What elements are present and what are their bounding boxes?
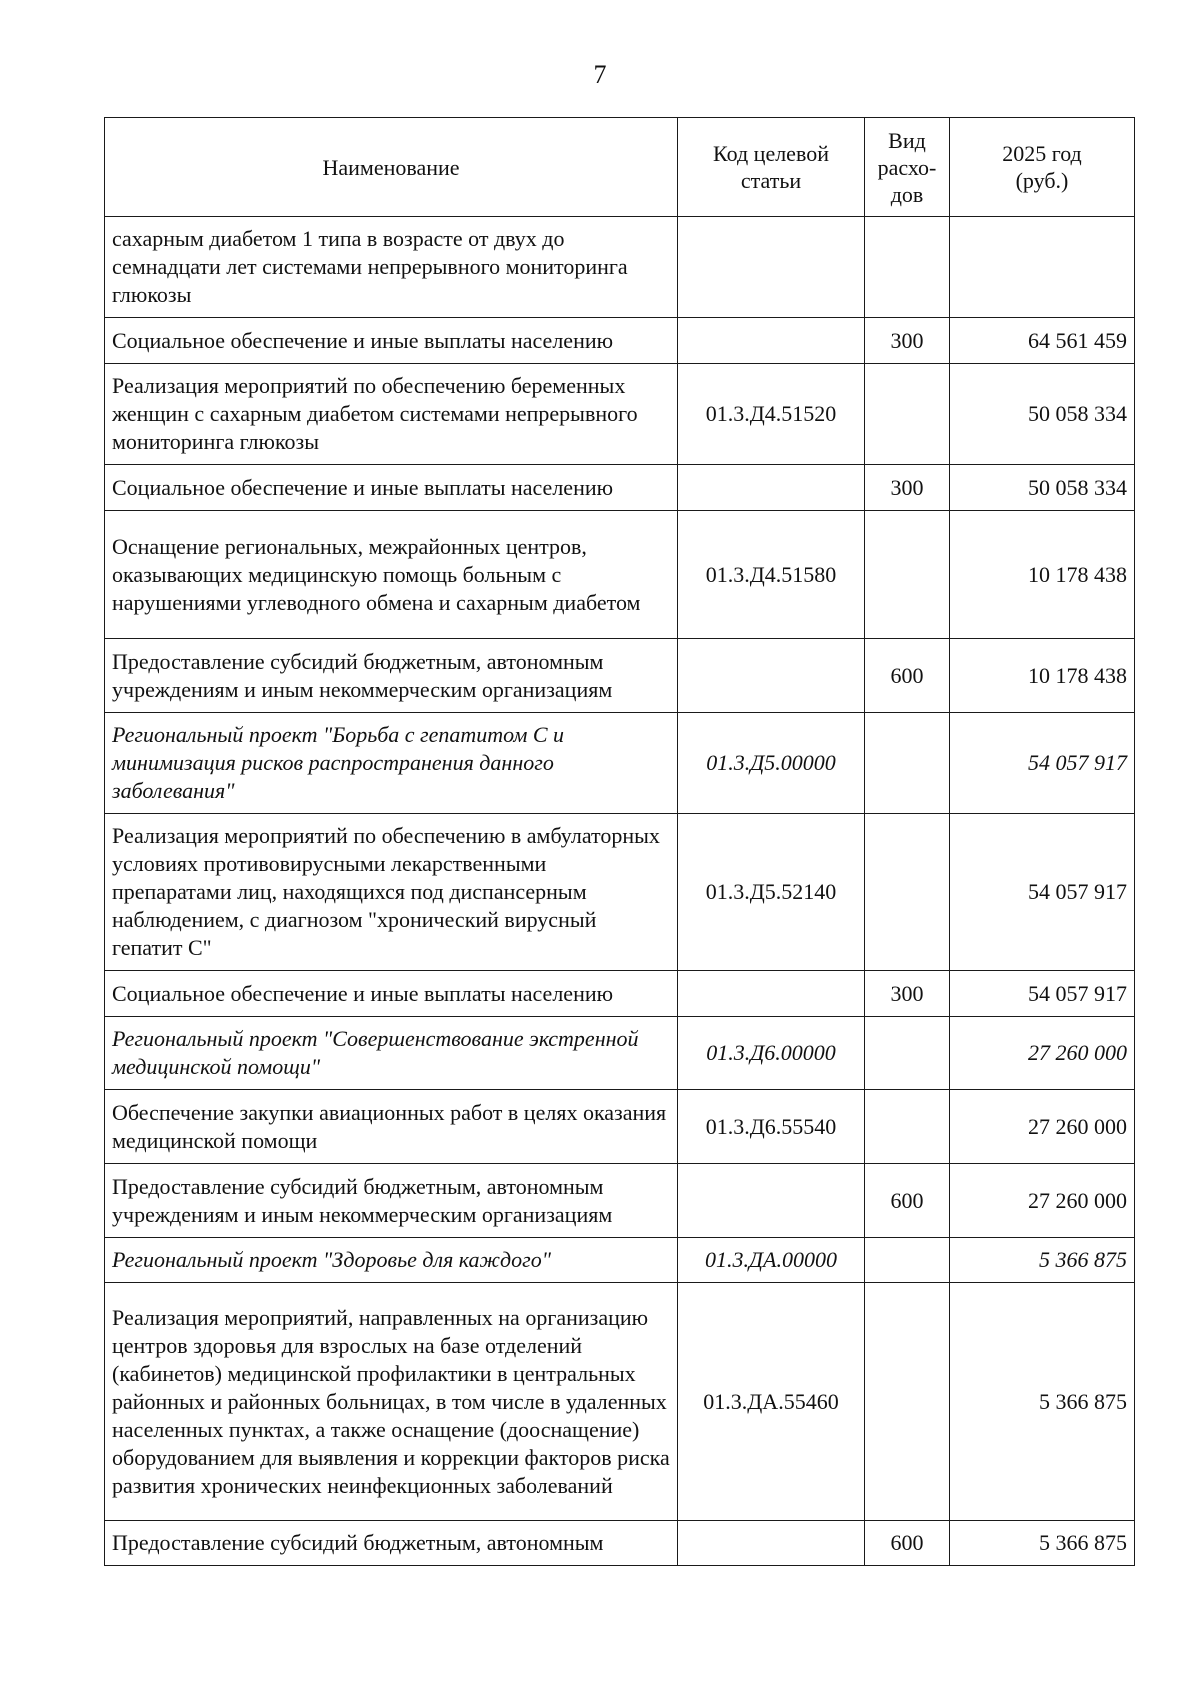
budget-table (104, 117, 1135, 1566)
row-amount: 10 178 438 (950, 511, 1135, 639)
row-name: Оснащение региональных, межрайонных центров, оказывающих медицинскую помощь больным с нарушениями углеводного обмена и сахарным диабетом (105, 511, 678, 639)
table-row (105, 639, 1135, 713)
row-name: Обеспечение закупки авиационных работ в целях оказания медицинской помощи (105, 1090, 678, 1164)
row-name: Региональный проект "Борьба с гепатитом С и минимизация рисков распространения данного заболевания" (105, 713, 678, 814)
row-code (678, 318, 865, 364)
row-amount: 54 057 917 (950, 971, 1135, 1017)
table-row (105, 465, 1135, 511)
row-amount: 5 366 875 (950, 1521, 1135, 1566)
row-name: Реализация мероприятий по обеспечению беременных женщин с сахарным диабетом системами непрерывного мониторинга глюкозы (105, 364, 678, 465)
row-kind (865, 217, 950, 318)
row-kind (865, 713, 950, 814)
table-row (105, 814, 1135, 971)
row-kind: 600 (865, 1521, 950, 1566)
row-kind: 300 (865, 318, 950, 364)
row-kind (865, 1283, 950, 1521)
row-code (678, 217, 865, 318)
row-amount: 54 057 917 (950, 814, 1135, 971)
row-name: Социальное обеспечение и иные выплаты населению (105, 465, 678, 511)
table-row (105, 1017, 1135, 1090)
header-amount: 2025 год (руб.) (950, 118, 1135, 217)
row-amount: 5 366 875 (950, 1238, 1135, 1283)
row-name: Региональный проект "Совершенствование экстренной медицинской помощи" (105, 1017, 678, 1090)
table-row (105, 511, 1135, 639)
row-kind: 300 (865, 971, 950, 1017)
table-row (105, 364, 1135, 465)
row-code (678, 1521, 865, 1566)
table-row (105, 713, 1135, 814)
row-amount: 50 058 334 (950, 364, 1135, 465)
row-amount: 54 057 917 (950, 713, 1135, 814)
row-code: 01.3.Д5.00000 (678, 713, 865, 814)
row-kind (865, 1238, 950, 1283)
table-row (105, 1164, 1135, 1238)
row-kind (865, 1017, 950, 1090)
row-kind (865, 511, 950, 639)
row-name: Социальное обеспечение и иные выплаты населению (105, 971, 678, 1017)
table-row (105, 1521, 1135, 1566)
table-header (105, 118, 1135, 217)
row-name: Реализация мероприятий, направленных на организацию центров здоровья для взрослых на базе отделений (кабинетов) медицинской профилактики в центральных районных и районных больницах, в том числе в удаленных населенных пунктах, а также оснащение (дооснащение) оборудованием для выявления и коррекции факторов риска развития хронических неинфекционных заболеваний (105, 1283, 678, 1521)
row-code (678, 465, 865, 511)
table-body (105, 217, 1135, 1566)
row-code: 01.3.ДА.55460 (678, 1283, 865, 1521)
row-kind: 300 (865, 465, 950, 511)
row-amount: 10 178 438 (950, 639, 1135, 713)
header-name: Наименование (105, 118, 678, 217)
row-amount: 5 366 875 (950, 1283, 1135, 1521)
header-row (105, 118, 1135, 217)
row-kind: 600 (865, 639, 950, 713)
row-code: 01.3.Д6.55540 (678, 1090, 865, 1164)
row-amount: 50 058 334 (950, 465, 1135, 511)
row-amount: 27 260 000 (950, 1090, 1135, 1164)
table-row (105, 318, 1135, 364)
table-row (105, 217, 1135, 318)
row-name: Предоставление субсидий бюджетным, автономным учреждениям и иным некоммерческим организациям (105, 639, 678, 713)
table-row (105, 1238, 1135, 1283)
table-row (105, 971, 1135, 1017)
row-code: 01.3.Д4.51520 (678, 364, 865, 465)
row-name: Социальное обеспечение и иные выплаты населению (105, 318, 678, 364)
row-amount: 64 561 459 (950, 318, 1135, 364)
row-name: Предоставление субсидий бюджетным, автономным (105, 1521, 678, 1566)
table-row (105, 1283, 1135, 1521)
row-amount (950, 217, 1135, 318)
row-code: 01.3.Д4.51580 (678, 511, 865, 639)
row-code (678, 1164, 865, 1238)
row-code: 01.3.ДА.00000 (678, 1238, 865, 1283)
row-kind (865, 364, 950, 465)
row-kind (865, 1090, 950, 1164)
row-name: сахарным диабетом 1 типа в возрасте от двух до семнадцати лет системами непрерывного мониторинга глюкозы (105, 217, 678, 318)
header-kind: Вид расхо-дов (865, 118, 950, 217)
row-code (678, 971, 865, 1017)
row-name: Реализация мероприятий по обеспечению в амбулаторных условиях противовирусными лекарственными препаратами лиц, находящихся под диспансерным наблюдением, с диагнозом "хронический вирусный гепатит С" (105, 814, 678, 971)
table-row (105, 1090, 1135, 1164)
row-kind (865, 814, 950, 971)
row-name: Предоставление субсидий бюджетным, автономным учреждениям и иным некоммерческим организациям (105, 1164, 678, 1238)
row-amount: 27 260 000 (950, 1017, 1135, 1090)
row-code: 01.3.Д5.52140 (678, 814, 865, 971)
row-code (678, 639, 865, 713)
header-code: Код целевой статьи (678, 118, 865, 217)
page-number: 7 (593, 60, 607, 89)
row-amount: 27 260 000 (950, 1164, 1135, 1238)
row-name: Региональный проект "Здоровье для каждого" (105, 1238, 678, 1283)
row-kind: 600 (865, 1164, 950, 1238)
row-code: 01.3.Д6.00000 (678, 1017, 865, 1090)
